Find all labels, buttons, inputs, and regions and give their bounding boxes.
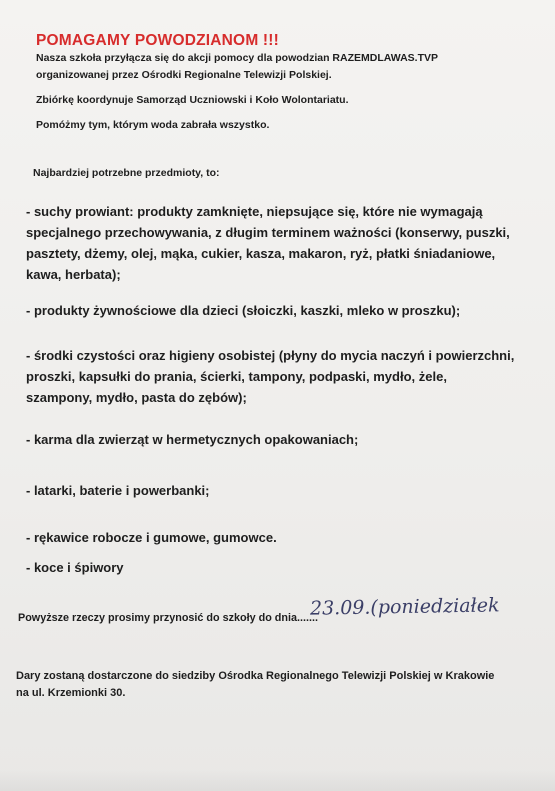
list-item <box>26 480 526 501</box>
delivery-line-2: na ul. Krzemionki 30. <box>16 687 126 699</box>
notice-title: POMAGAMY POWODZIANOM !!! <box>36 32 280 49</box>
item-line: proszki, kapsułki do prania, ścierki, tampony, podpaski, mydło, żele, <box>26 369 447 384</box>
list-item <box>26 557 526 578</box>
intro-line-3: Zbiórkę koordynuje Samorząd Uczniowski i Koło Wolontariatu. <box>36 94 349 106</box>
list-item <box>26 300 526 321</box>
needed-items-label: Najbardziej potrzebne przedmioty, to: <box>33 167 220 179</box>
list-item <box>26 345 526 408</box>
item-line: szampony, mydło, pasta do zębów); <box>26 390 247 405</box>
item-line: kawa, herbata); <box>26 267 121 282</box>
item-line: - koce i śpiwory <box>26 560 124 575</box>
handwritten-date: 23.09.(poniedziałek <box>309 594 500 620</box>
intro-line-1: Nasza szkoła przyłącza się do akcji pomocy dla powodzian RAZEMDLAWAS.TVP <box>36 52 439 64</box>
delivery-info <box>16 668 536 702</box>
item-line: - produkty żywnościowe dla dzieci (słoiczki, kaszki, mleko w proszku); <box>26 303 461 318</box>
list-item <box>26 201 526 285</box>
list-item <box>26 429 526 450</box>
intro-line-4: Pomóżmy tym, którym woda zabrała wszystko. <box>36 119 270 131</box>
item-line: - karma dla zwierząt w hermetycznych opakowaniach; <box>26 432 359 447</box>
delivery-line-1: Dary zostaną dostarczone do siedziby Ośrodka Regionalnego Telewizji Polskiej w Krakowie <box>16 670 495 682</box>
intro-line-2: organizowanej przez Ośrodki Regionalne Telewizji Polskiej. <box>36 69 332 81</box>
item-line: - rękawice robocze i gumowe, gumowce. <box>26 530 277 545</box>
item-line: - latarki, baterie i powerbanki; <box>26 483 210 498</box>
deadline-text: Powyższe rzeczy prosimy przynosić do szkoły do dnia....... <box>18 612 318 624</box>
item-line: - środki czystości oraz higieny osobistej (płyny do mycia naczyń i powierzchni, <box>26 348 515 363</box>
paper-shadow <box>0 769 555 791</box>
item-line: pasztety, dżemy, olej, mąka, cukier, kasza, makaron, ryż, płatki śniadaniowe, <box>26 246 496 261</box>
list-item <box>26 527 526 548</box>
item-line: specjalnego przechowywania, z długim terminem ważności (konserwy, puszki, <box>26 225 510 240</box>
item-line: - suchy prowiant: produkty zamknięte, niepsujące się, które nie wymagają <box>26 204 483 219</box>
